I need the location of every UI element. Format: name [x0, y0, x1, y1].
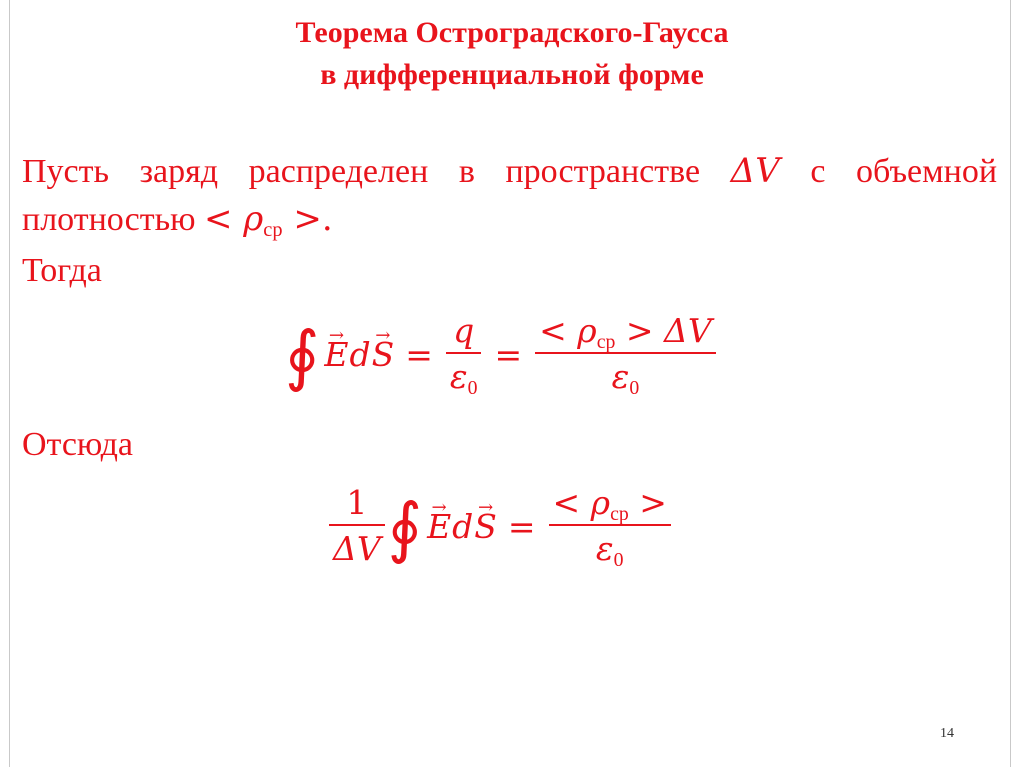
denominator-eps — [608, 354, 644, 399]
rho-close: >. — [282, 199, 333, 239]
equals-sign-2: = — [494, 334, 523, 374]
fraction-one-over-dv — [329, 484, 385, 568]
vector-s: → S — [473, 507, 498, 546]
title-line-1: Теорема Остроградского-Гаусса — [295, 16, 729, 49]
equals-sign-1: = — [405, 334, 433, 374]
line1-text: Пусть заряд распределен в пространстве — [22, 153, 701, 190]
contour-integral-symbol: ∮ — [285, 317, 320, 394]
line2-text: плотностью — [22, 201, 196, 238]
rho-subscript: ср — [610, 503, 629, 525]
epsilon-subscript: 0 — [467, 376, 478, 399]
rho-open: < ρ — [539, 311, 597, 351]
differential-d: d — [452, 506, 474, 546]
epsilon-subscript: 0 — [629, 376, 640, 399]
rho-close: > — [628, 483, 667, 523]
fraction-rho-dv-over-eps — [535, 311, 716, 399]
numerator-q: q — [453, 311, 475, 351]
rho-open: < ρ — [552, 483, 611, 523]
slide-left-border — [9, 0, 10, 767]
vector-e: → E — [323, 335, 349, 374]
equals-sign: = — [507, 506, 536, 546]
epsilon: ε — [611, 357, 630, 396]
page-number: 14 — [940, 726, 954, 741]
numerator-one: 1 — [346, 483, 368, 523]
title-line-2: в дифференциальной форме — [320, 58, 704, 91]
equation-2 — [326, 474, 674, 578]
contour-integral-symbol: ∮ — [387, 489, 423, 566]
equation-1 — [285, 302, 719, 406]
vector-s: → S — [371, 335, 396, 374]
rho-open: < ρ — [203, 199, 264, 239]
numerator-rho-dv — [535, 312, 716, 352]
line1-tail: с объемной — [810, 153, 998, 190]
epsilon: ε — [449, 357, 468, 396]
fraction-q-over-eps — [446, 311, 482, 399]
denominator-eps — [446, 354, 482, 399]
hence-text: Отсюда — [22, 426, 133, 463]
delta-v-symbol: ΔV — [730, 151, 780, 191]
epsilon-subscript: 0 — [613, 548, 624, 571]
differential-d: d — [349, 334, 371, 374]
rho-close-delta-v: > ΔV — [615, 311, 712, 351]
paragraph-line-1 — [22, 150, 997, 193]
denominator-eps — [592, 526, 628, 571]
rho-subscript: ср — [263, 219, 283, 242]
rho-subscript: ср — [596, 331, 616, 353]
then-text: Тогда — [22, 252, 102, 289]
slide-right-border — [1010, 0, 1011, 767]
vector-e: → E — [426, 507, 452, 546]
slide-title — [0, 12, 1024, 96]
paragraph-line-2 — [22, 198, 333, 245]
numerator-rho — [549, 484, 671, 524]
epsilon: ε — [595, 529, 614, 568]
denominator-delta-v: ΔV — [333, 529, 381, 568]
fraction-rho-over-eps — [549, 483, 671, 571]
